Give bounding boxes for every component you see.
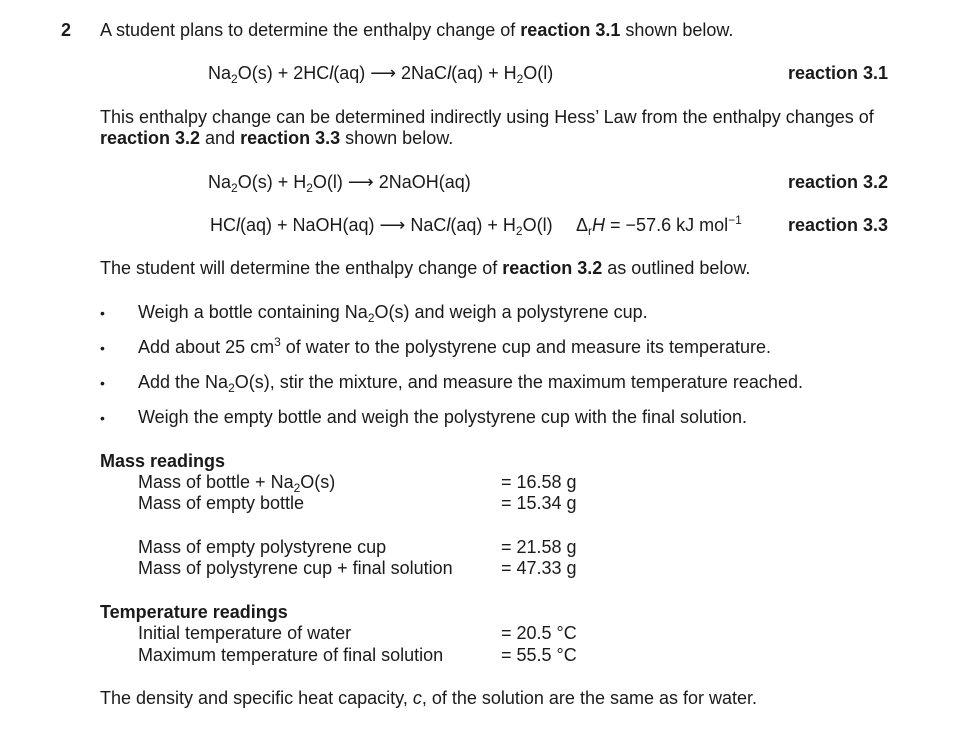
subscript: 2 xyxy=(515,224,523,238)
eq-italic: l xyxy=(446,215,451,235)
bullet-dot: • xyxy=(100,305,105,321)
bullet-item-3 xyxy=(138,371,803,393)
mass-part: O(s) xyxy=(300,472,336,492)
eq-part: O(l) xyxy=(523,63,554,83)
mass-part: Mass of bottle + Na xyxy=(138,472,294,492)
hess-ref-3-3: reaction 3.3 xyxy=(240,128,341,148)
temperature-value-2: = 55.5 °C xyxy=(501,645,577,665)
eq-part: HC xyxy=(210,215,236,235)
density-part: , of the solution are the same as for water. xyxy=(421,688,758,708)
bullet-item-2 xyxy=(138,336,771,358)
outline-part: as outlined below. xyxy=(602,258,751,278)
mass-label-3: Mass of empty polystyrene cup xyxy=(138,537,387,557)
delta-symbol: Δ xyxy=(576,215,589,235)
eq-part: O(l) xyxy=(522,215,553,235)
bullet-dot: • xyxy=(100,410,105,426)
hess-ref-3-2: reaction 3.2 xyxy=(100,128,201,148)
bullet-dot: • xyxy=(100,340,105,356)
enthalpy-symbol: H xyxy=(592,215,606,235)
subscript: 2 xyxy=(516,72,524,86)
reaction-3-3-equation xyxy=(210,214,553,236)
eq-part: O(s) + 2HC xyxy=(237,63,330,83)
intro-text xyxy=(100,19,733,41)
bullet-part: O(s) and weigh a polystyrene cup. xyxy=(374,302,648,322)
eq-part: (aq) ⟶ 2NaC xyxy=(333,63,448,83)
eq-italic: l xyxy=(447,63,452,83)
subscript: r xyxy=(588,224,593,238)
hess-line-1: This enthalpy change can be determined indirectly using Hess’ Law from the enthalpy changes of xyxy=(100,107,874,127)
bullet-item-1 xyxy=(138,301,648,323)
specific-heat-symbol: c xyxy=(412,688,422,708)
eq-italic: l xyxy=(236,215,240,235)
mass-label-2: Mass of empty bottle xyxy=(138,493,305,513)
superscript: 3 xyxy=(274,335,281,349)
bullet-part: O(s), stir the mixture, and measure the maximum temperature reached. xyxy=(234,372,803,392)
hess-part: shown below. xyxy=(340,128,454,148)
mass-value-4: = 47.33 g xyxy=(501,558,577,578)
reaction-3-1-label: reaction 3.1 xyxy=(788,63,889,83)
outline-text xyxy=(100,257,750,279)
eq-part: (aq) + H xyxy=(451,63,517,83)
hess-part: and xyxy=(200,128,241,148)
hess-line-2 xyxy=(100,127,453,149)
subscript: 2 xyxy=(231,181,238,195)
reaction-3-1-equation xyxy=(208,62,553,84)
eq-part: (aq) + NaOH(aq) ⟶ NaC xyxy=(240,215,447,235)
enthalpy-value: = −57.6 kJ mol xyxy=(605,215,729,235)
eq-part: (aq) + H xyxy=(450,215,516,235)
mass-value-3: = 21.58 g xyxy=(501,537,577,557)
mass-value-2: = 15.34 g xyxy=(501,493,577,513)
subscript: 2 xyxy=(231,72,238,86)
eq-part: Na xyxy=(208,172,232,192)
mass-heading: Mass readings xyxy=(100,451,226,471)
temperature-label-2: Maximum temperature of final solution xyxy=(138,645,444,665)
bullet-dot: • xyxy=(100,375,105,391)
eq-part: Na xyxy=(208,63,232,83)
eq-part: O(s) + H xyxy=(237,172,307,192)
temperature-label-1: Initial temperature of water xyxy=(138,623,352,643)
reaction-3-2-equation xyxy=(208,171,471,193)
intro-reaction-ref: reaction 3.1 xyxy=(520,20,621,40)
reaction-3-3-enthalpy xyxy=(576,214,742,236)
temperature-value-1: = 20.5 °C xyxy=(501,623,577,643)
mass-value-1: = 16.58 g xyxy=(501,472,577,492)
superscript: −1 xyxy=(728,213,742,227)
mass-label-4: Mass of polystyrene cup + final solution xyxy=(138,558,453,578)
subscript: 2 xyxy=(306,181,313,195)
bullet-part: Weigh a bottle containing Na xyxy=(138,302,368,322)
density-part: The density and specific heat capacity, xyxy=(100,688,413,708)
question-number: 2 xyxy=(61,20,72,40)
bullet-item-4: Weigh the empty bottle and weigh the polystyrene cup with the final solution. xyxy=(138,407,748,427)
bullet-part: Add about 25 cm xyxy=(138,337,275,357)
intro-part: A student plans to determine the enthalpy change of xyxy=(100,20,521,40)
bullet-part: Add the Na xyxy=(138,372,229,392)
subscript: 2 xyxy=(293,481,301,495)
bullet-part: of water to the polystyrene cup and measure its temperature. xyxy=(280,337,772,357)
subscript: 2 xyxy=(367,311,375,325)
mass-label-1 xyxy=(138,471,335,493)
eq-part: O(l) ⟶ 2NaOH(aq) xyxy=(312,172,471,192)
outline-part: The student will determine the enthalpy change of xyxy=(100,258,503,278)
density-text xyxy=(100,687,757,709)
subscript: 2 xyxy=(228,381,235,395)
eq-italic: l xyxy=(329,63,334,83)
intro-part: shown below. xyxy=(620,20,734,40)
reaction-3-3-label: reaction 3.3 xyxy=(788,215,889,235)
reaction-3-2-label: reaction 3.2 xyxy=(788,172,889,192)
outline-reaction-ref: reaction 3.2 xyxy=(502,258,603,278)
temperature-heading: Temperature readings xyxy=(100,602,288,622)
